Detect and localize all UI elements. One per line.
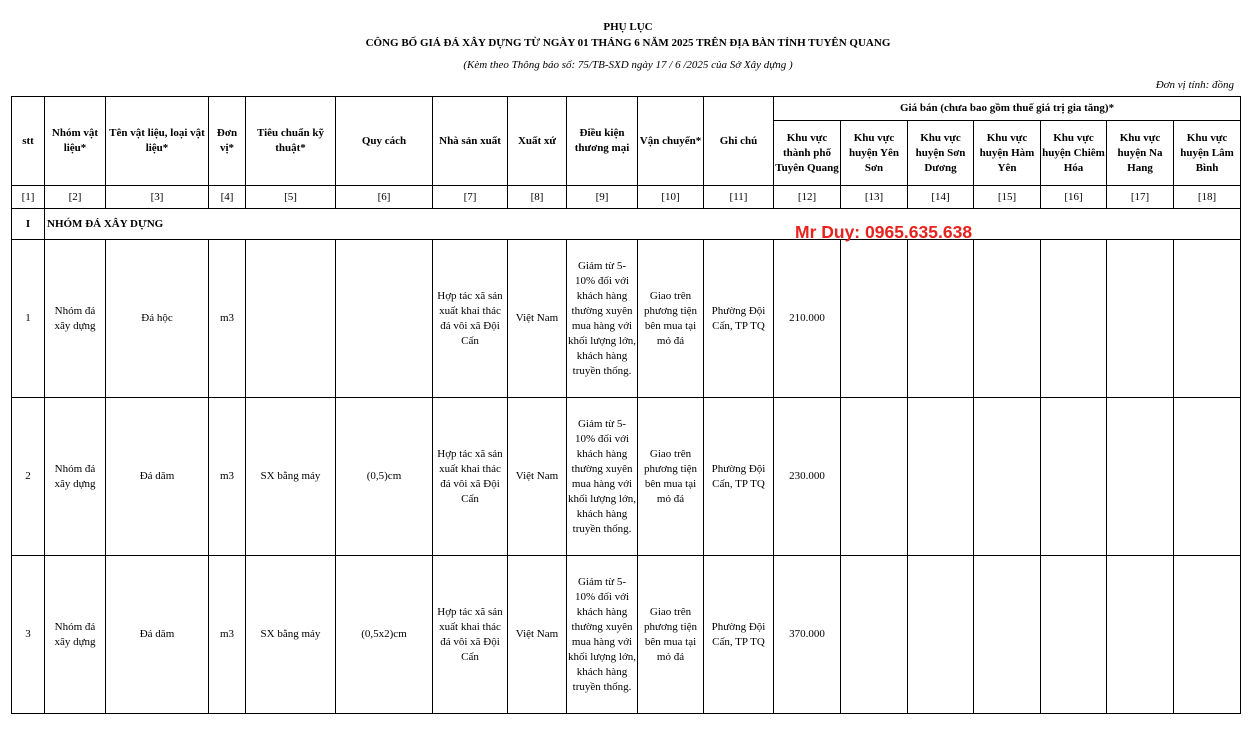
cell-price-empty xyxy=(1174,556,1241,714)
table-row xyxy=(12,240,1241,398)
column-index: [14] xyxy=(908,186,974,209)
price-table xyxy=(11,96,1241,714)
cell-price-empty xyxy=(841,398,908,556)
cell-commercial-terms: Giảm từ 5-10% đối với khách hàng thường xuyên mua hàng với khối lượng lớn, khách hàng truyền thống. xyxy=(567,240,638,398)
cell-commercial-terms: Giảm từ 5-10% đối với khách hàng thường xuyên mua hàng với khối lượng lớn, khách hàng truyền thống. xyxy=(567,556,638,714)
col-header-area-na-hang: Khu vực huyện Na Hang xyxy=(1107,121,1174,186)
section-number: I xyxy=(12,209,45,240)
cell-unit: m3 xyxy=(209,398,246,556)
cell-standard: SX bằng máy xyxy=(246,398,336,556)
col-header-transport: Vận chuyển* xyxy=(638,97,704,186)
column-index: [7] xyxy=(433,186,508,209)
cell-origin: Việt Nam xyxy=(508,398,567,556)
table-row xyxy=(12,556,1241,714)
cell-price-empty xyxy=(974,240,1041,398)
cell-commercial-terms: Giảm từ 5-10% đối với khách hàng thường xuyên mua hàng với khối lượng lớn, khách hàng truyền thống. xyxy=(567,398,638,556)
cell-price-empty xyxy=(1041,240,1107,398)
cell-manufacturer: Hợp tác xã sản xuất khai thác đá vôi xã Đội Cấn xyxy=(433,556,508,714)
section-row xyxy=(12,209,1241,240)
column-index: [17] xyxy=(1107,186,1174,209)
col-header-commercial-terms: Điều kiện thương mại xyxy=(567,97,638,186)
cell-material-group: Nhóm đá xây dựng xyxy=(45,240,106,398)
col-header-spec: Quy cách xyxy=(336,97,433,186)
col-header-area-ham-yen: Khu vực huyện Hàm Yên xyxy=(974,121,1041,186)
column-index: [11] xyxy=(704,186,774,209)
cell-spec xyxy=(336,240,433,398)
column-index: [12] xyxy=(774,186,841,209)
cell-material-name: Đá dăm xyxy=(106,398,209,556)
cell-material-name: Đá dăm xyxy=(106,556,209,714)
column-index: [9] xyxy=(567,186,638,209)
cell-price-empty xyxy=(841,240,908,398)
col-header-area-tuyen-quang: Khu vực thành phố Tuyên Quang xyxy=(774,121,841,186)
cell-price-empty xyxy=(841,556,908,714)
col-header-stt: stt xyxy=(12,97,45,186)
document-reference: (Kèm theo Thông báo số: 75/TB-SXD ngày 17 / 6 /2025 của Sở Xây dựng ) xyxy=(463,59,793,71)
cell-material-name: Đá hộc xyxy=(106,240,209,398)
cell-origin: Việt Nam xyxy=(508,240,567,398)
unit-note: Đơn vị tính: đồng xyxy=(1155,79,1234,91)
cell-price-empty xyxy=(1107,556,1174,714)
col-header-standard: Tiêu chuẩn kỹ thuật* xyxy=(246,97,336,186)
column-index: [1] xyxy=(12,186,45,209)
column-index: [3] xyxy=(106,186,209,209)
cell-stt: 3 xyxy=(12,556,45,714)
cell-price-tuyen-quang: 230.000 xyxy=(774,398,841,556)
col-header-area-lam-binh: Khu vực huyện Lâm Bình xyxy=(1174,121,1241,186)
cell-material-group: Nhóm đá xây dựng xyxy=(45,556,106,714)
col-header-price-group: Giá bán (chưa bao gồm thuế giá trị gia tăng)* xyxy=(774,97,1241,121)
document-subtitle: CÔNG BỐ GIÁ ĐÁ XÂY DỰNG TỪ NGÀY 01 THÁNG 6 NĂM 2025 TRÊN ĐỊA BÀN TỈNH TUYÊN QUANG xyxy=(365,37,891,49)
cell-price-empty xyxy=(908,398,974,556)
cell-manufacturer: Hợp tác xã sản xuất khai thác đá vôi xã Đội Cấn xyxy=(433,398,508,556)
cell-price-empty xyxy=(1107,398,1174,556)
cell-notes: Phường Đội Cấn, TP TQ xyxy=(704,398,774,556)
cell-standard xyxy=(246,240,336,398)
cell-price-empty xyxy=(1041,398,1107,556)
column-index: [2] xyxy=(45,186,106,209)
cell-spec: (0,5)cm xyxy=(336,398,433,556)
cell-spec: (0,5x2)cm xyxy=(336,556,433,714)
column-index: [6] xyxy=(336,186,433,209)
cell-notes: Phường Đội Cấn, TP TQ xyxy=(704,556,774,714)
cell-origin: Việt Nam xyxy=(508,556,567,714)
cell-price-empty xyxy=(974,398,1041,556)
column-index: [8] xyxy=(508,186,567,209)
col-header-material-group: Nhóm vật liệu* xyxy=(45,97,106,186)
cell-price-empty xyxy=(908,240,974,398)
cell-manufacturer: Hợp tác xã sản xuất khai thác đá vôi xã Đội Cấn xyxy=(433,240,508,398)
column-index-row xyxy=(12,186,1241,209)
cell-unit: m3 xyxy=(209,240,246,398)
col-header-material-name: Tên vật liệu, loại vật liệu* xyxy=(106,97,209,186)
column-index: [13] xyxy=(841,186,908,209)
cell-price-empty xyxy=(1041,556,1107,714)
col-header-notes: Ghi chú xyxy=(704,97,774,186)
table-row xyxy=(12,398,1241,556)
cell-price-empty xyxy=(974,556,1041,714)
cell-material-group: Nhóm đá xây dựng xyxy=(45,398,106,556)
cell-standard: SX bằng máy xyxy=(246,556,336,714)
column-index: [5] xyxy=(246,186,336,209)
col-header-area-son-duong: Khu vực huyện Sơn Dương xyxy=(908,121,974,186)
cell-stt: 1 xyxy=(12,240,45,398)
cell-notes: Phường Đội Cấn, TP TQ xyxy=(704,240,774,398)
col-header-area-chiem-hoa: Khu vực huyện Chiêm Hóa xyxy=(1041,121,1107,186)
cell-stt: 2 xyxy=(12,398,45,556)
column-index: [16] xyxy=(1041,186,1107,209)
col-header-origin: Xuất xứ xyxy=(508,97,567,186)
column-index: [10] xyxy=(638,186,704,209)
column-index: [4] xyxy=(209,186,246,209)
cell-price-empty xyxy=(908,556,974,714)
cell-transport: Giao trên phương tiện bên mua tại mỏ đá xyxy=(638,398,704,556)
section-label: NHÓM ĐÁ XÂY DỰNG xyxy=(45,209,1241,240)
cell-price-empty xyxy=(1174,240,1241,398)
col-header-unit: Đơn vị* xyxy=(209,97,246,186)
contact-overlay: Mr Duy: 0965.635.638 xyxy=(795,222,973,242)
cell-price-empty xyxy=(1174,398,1241,556)
cell-price-tuyen-quang: 210.000 xyxy=(774,240,841,398)
cell-price-tuyen-quang: 370.000 xyxy=(774,556,841,714)
column-index: [15] xyxy=(974,186,1041,209)
cell-price-empty xyxy=(1107,240,1174,398)
document-title: PHỤ LỤC xyxy=(603,21,653,33)
cell-transport: Giao trên phương tiện bên mua tại mỏ đá xyxy=(638,240,704,398)
cell-transport: Giao trên phương tiện bên mua tại mỏ đá xyxy=(638,556,704,714)
col-header-area-yen-son: Khu vực huyện Yên Sơn xyxy=(841,121,908,186)
column-index: [18] xyxy=(1174,186,1241,209)
col-header-manufacturer: Nhà sản xuất xyxy=(433,97,508,186)
cell-unit: m3 xyxy=(209,556,246,714)
